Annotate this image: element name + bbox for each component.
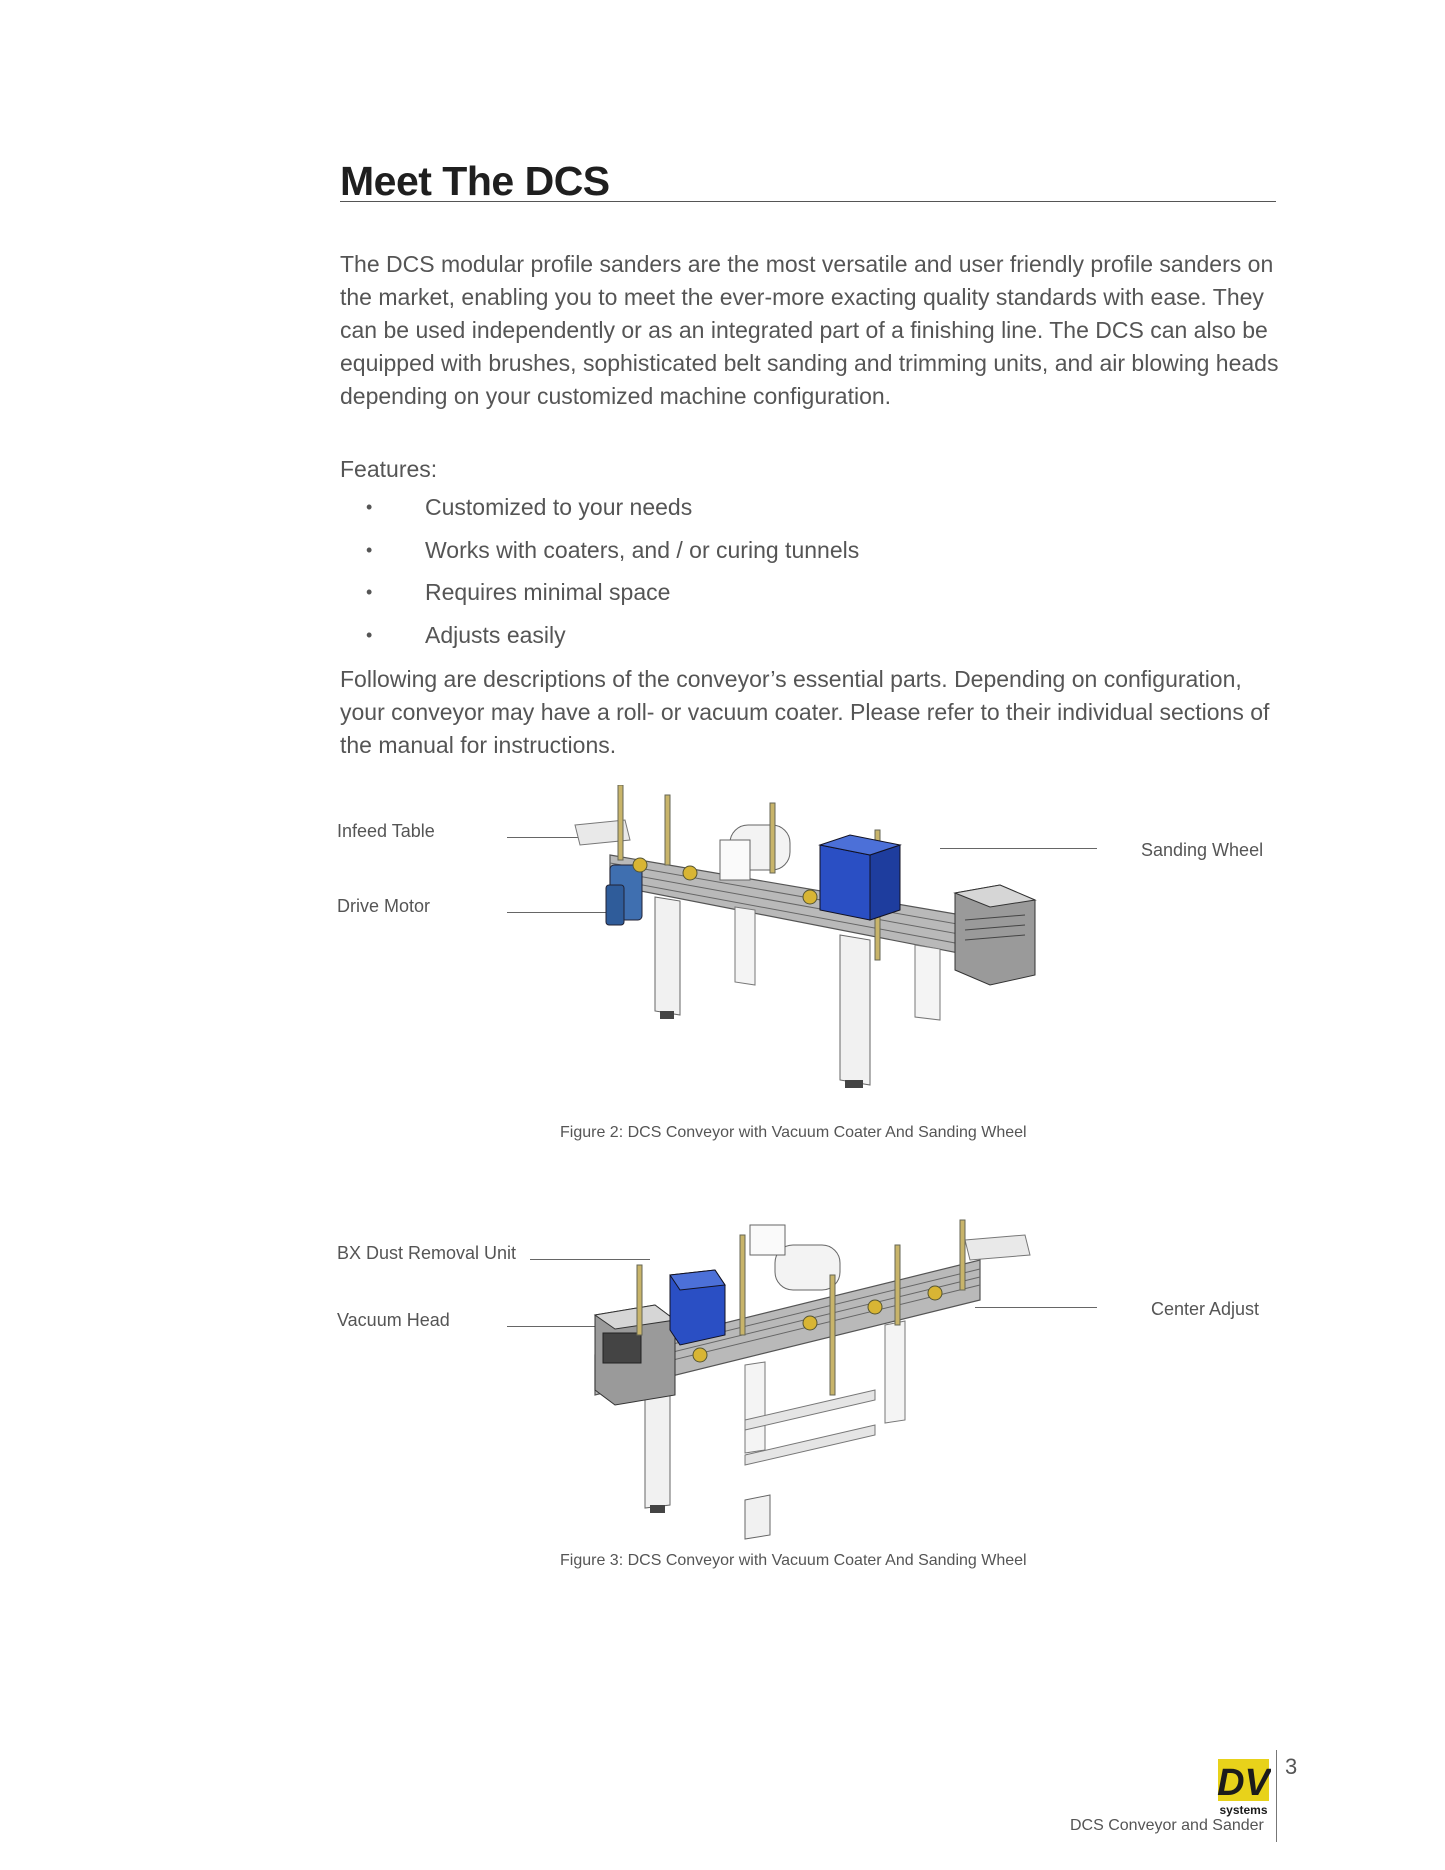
- feature-text: Adjusts easily: [425, 621, 566, 648]
- page-title: Meet The DCS: [340, 158, 610, 204]
- parts-intro-paragraph: Following are descriptions of the conveyor’s essential parts. Depending on configuration, your conveyor may have a roll- or vacuum coater. Please refer to their individual sections of the manual for instructions.: [340, 666, 1270, 758]
- callout-vacuum-head: Vacuum Head: [337, 1310, 450, 1330]
- page-number: 3: [1285, 1754, 1298, 1779]
- footer-divider: [1276, 1750, 1277, 1842]
- footer-document-title: DCS Conveyor and Sander: [1070, 1817, 1264, 1834]
- title-divider: [340, 201, 1276, 202]
- figure-caption: Figure 3: DCS Conveyor with Vacuum Coater And Sanding Wheel: [560, 1552, 1027, 1569]
- dv-systems-logo: [1216, 1757, 1271, 1817]
- bullet-icon: •: [366, 539, 373, 560]
- svg-text:DV: DV: [1217, 1762, 1270, 1804]
- callout-center-adjust: Center Adjust: [1151, 1299, 1260, 1319]
- callout-sanding-wheel: Sanding Wheel: [1141, 840, 1264, 860]
- features-label: Features:: [340, 456, 438, 482]
- svg-text:systems: systems: [1219, 1803, 1268, 1817]
- callout-infeed-table: Infeed Table: [337, 821, 435, 841]
- feature-text: Works with coaters, and / or curing tunnels: [425, 536, 860, 563]
- conveyor-illustration: [570, 785, 1040, 1095]
- bullet-icon: •: [366, 582, 373, 602]
- callout-drive-motor: Drive Motor: [337, 896, 431, 916]
- callout-bx-dust-removal-unit: BX Dust Removal Unit: [337, 1243, 517, 1263]
- intro-paragraph: The DCS modular profile sanders are the most versatile and user friendly profile sanders on the market, enabling you to meet the ever-more exacting quality standards with ease. They can be used independently or as an integrated part of a finishing line. The DCS can also be equipped with brushes, sophisticated belt sanding and trimming units, and air blowing heads depending on your customized machine configuration.: [340, 251, 1279, 409]
- bullet-icon: •: [366, 497, 373, 517]
- figure-caption: Figure 2: DCS Conveyor with Vacuum Coater And Sanding Wheel: [560, 1124, 1027, 1141]
- conveyor-illustration: [575, 1205, 1035, 1540]
- feature-text: Customized to your needs: [425, 494, 693, 520]
- bullet-icon: •: [366, 624, 373, 645]
- feature-text: Requires minimal space: [425, 579, 671, 605]
